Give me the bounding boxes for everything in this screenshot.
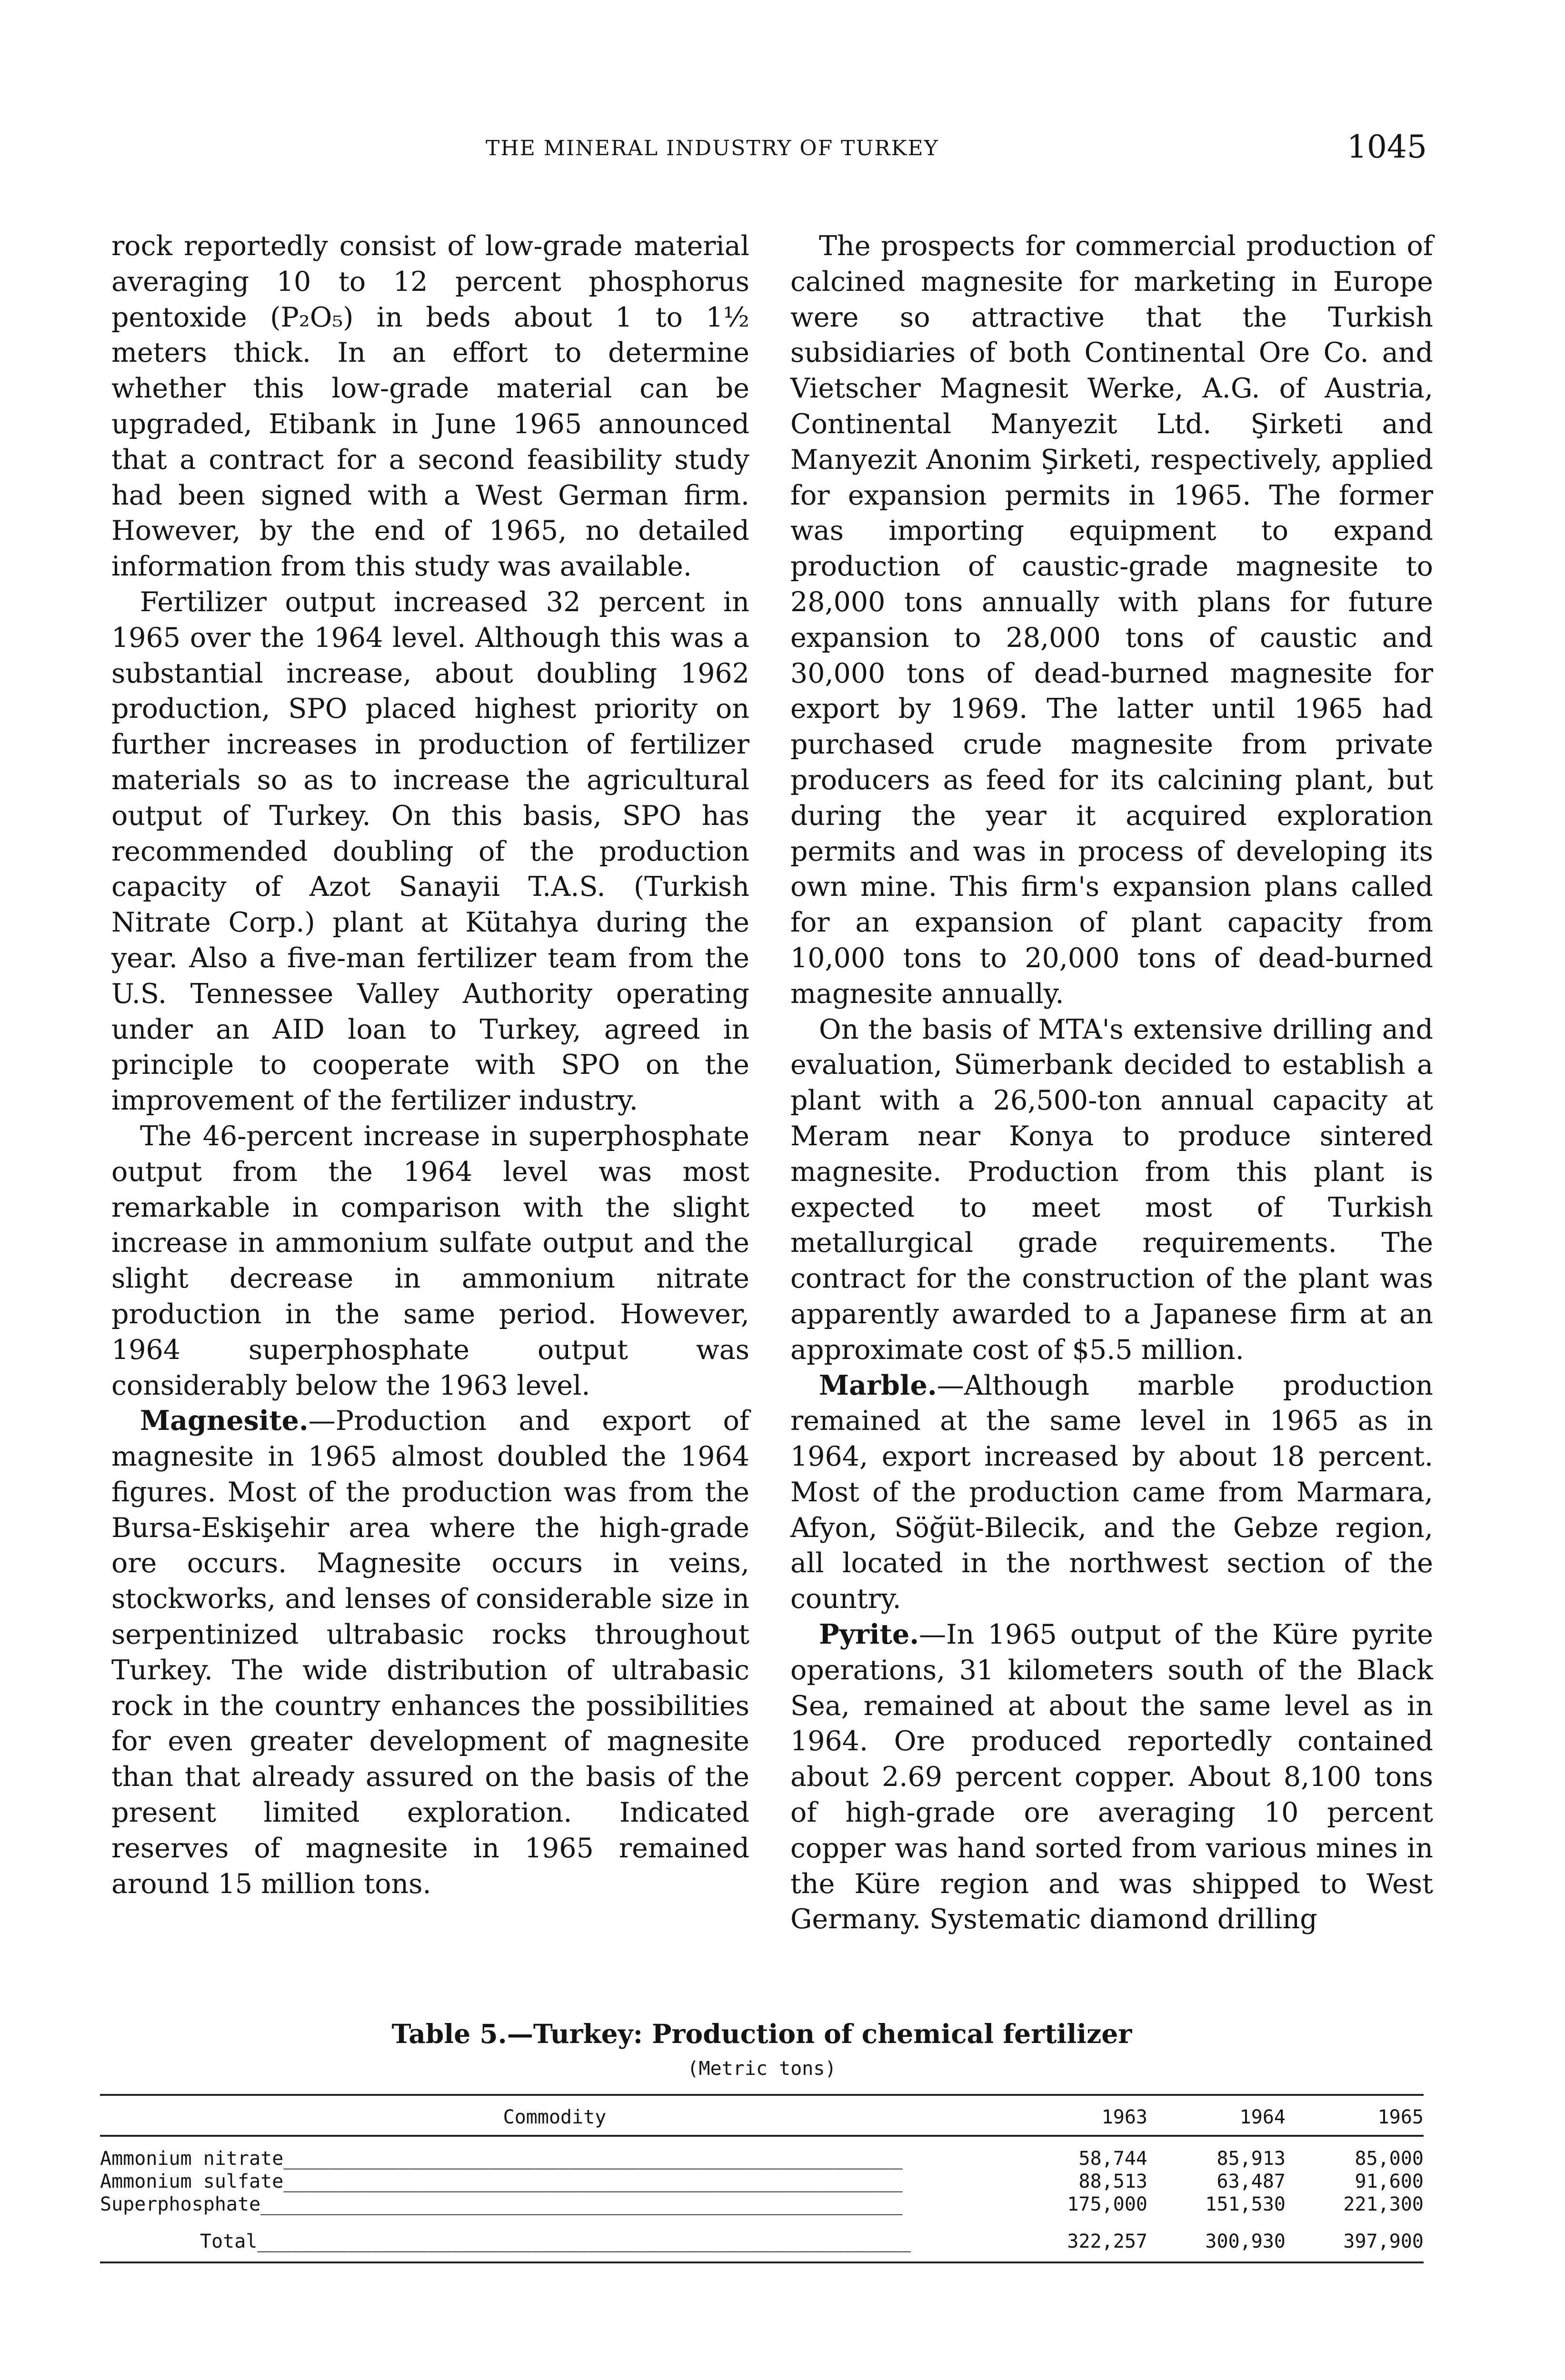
header-1965: 1965 bbox=[1286, 2095, 1424, 2136]
paragraph-pyrite bbox=[790, 1617, 1433, 1937]
header-commodity: Commodity bbox=[100, 2095, 1009, 2136]
cell-1963: 58,744 bbox=[1078, 2148, 1147, 2170]
table-row bbox=[100, 2136, 1424, 2170]
table-header-row bbox=[100, 2095, 1424, 2136]
section-lead: Magnesite. bbox=[140, 1405, 309, 1437]
total-1964: 300,930 bbox=[1147, 2216, 1286, 2262]
paragraph: Fertilizer output increased 32 percent in 1965 over the 1964 level. Although this was a substantial increase, about doubling 1962 production, SPO placed highest priority on further increases in production of fertilizer materials so as to increase the agricultural output of Turkey. On this basis, SPO has recommended doubling of the production capacity of Azot Sanayii T.A.S. (Turkish Nitrate Corp.) plant at Kütahya during the year. Also a five-man fertilizer team from the U.S. Tennessee Valley Authority operating under an AID loan to Turkey, agreed in principle to cooperate with SPO on the improvement of the fertilizer industry. bbox=[111, 586, 749, 1117]
paragraph-magnesite bbox=[111, 1403, 749, 1902]
cell-1964: 151,530 bbox=[1205, 2193, 1286, 2215]
table-title: Table 5.—Turkey: Production of chemical fertilizer bbox=[391, 2018, 1132, 2049]
section-lead: Pyrite. bbox=[819, 1618, 919, 1651]
fertilizer-table bbox=[100, 2094, 1424, 2263]
table-row bbox=[100, 2170, 1424, 2193]
paragraph-text: —Production and export of magnesite in 1965 almost doubled the 1964 figures. Most of the production was from the Bursa-Eskişehir area where the high-grade ore occurs. Magnesite occurs in veins, stockworks, and lenses of considerable size in serpentinized ultrabasic rocks throughout Turkey. The wide distribution of ultrabasic rock in the country enhances the possibilities for even greater development of magnesite than that already assured on the basis of the present limited exploration. Indicated reserves of magnesite in 1965 remained around 15 million tons. bbox=[111, 1405, 749, 1900]
paragraph-text: —Although marble production remained at the same level in 1965 as in 1964, export increased by about 18 percent. Most of the production came from Marmara, Afyon, Söğüt-Bilecik, and the Gebze region, all located in the northwest section of the country. bbox=[790, 1369, 1433, 1615]
cell-1965: 85,000 bbox=[1355, 2148, 1424, 2170]
cell-1964: 63,487 bbox=[1216, 2171, 1286, 2192]
cell-1963: 88,513 bbox=[1078, 2171, 1147, 2192]
header-1963: 1963 bbox=[1009, 2095, 1147, 2136]
table-subtitle: (Metric tons) bbox=[687, 2058, 837, 2080]
total-1965: 397,900 bbox=[1286, 2216, 1424, 2262]
cell-1963: 175,000 bbox=[1067, 2193, 1147, 2215]
cell-1965: 221,300 bbox=[1343, 2193, 1424, 2215]
page-number: 1045 bbox=[1347, 129, 1427, 165]
row-name: Ammonium nitrate______________________________________________________ bbox=[100, 2148, 903, 2170]
paragraph: The prospects for commercial production of calcined magnesite for marketing in Europe were so attractive that the Turkish subsidiaries of both Continental Ore Co. and Vietscher Magnesit Werke, A.G. of Austria, Continental Manyezit Ltd. Şirketi and Manyezit Anonim Şirketi, respectively, applied for expansion permits in 1965. The former was importing equipment to expand production of caustic-grade magnesite to 28,000 tons annually with plans for future expansion to 28,000 tons of caustic and 30,000 tons of dead-burned magnesite for export by 1969. The latter until 1965 had purchased crude magnesite from private producers as feed for its calcining plant, but during the year it acquired exploration permits and was in process of developing its own mine. This firm's expansion plans called for an expansion of plant capacity from 10,000 tons to 20,000 tons of dead-burned magnesite annually. bbox=[790, 230, 1433, 1010]
fertilizer-table-block bbox=[100, 2018, 1424, 2263]
cell-1965: 91,600 bbox=[1355, 2171, 1424, 2192]
table-total-row bbox=[100, 2216, 1424, 2262]
running-title: THE MINERAL INDUSTRY OF TURKEY bbox=[486, 136, 939, 160]
table-row bbox=[100, 2193, 1424, 2216]
cell-1964: 85,913 bbox=[1216, 2148, 1286, 2170]
total-label: Total_________________________________________________________ bbox=[100, 2216, 1009, 2262]
total-1963: 322,257 bbox=[1009, 2216, 1147, 2262]
section-lead: Marble. bbox=[819, 1369, 937, 1401]
left-column bbox=[111, 228, 749, 1902]
header-1964: 1964 bbox=[1147, 2095, 1286, 2136]
paragraph: rock reportedly consist of low-grade material averaging 10 to 12 percent phosphorus pentoxide (P₂O₅) in beds about 1 to 1½ meters thick. In an effort to determine whether this low-grade material can be upgraded, Etibank in June 1965 announced that a contract for a second feasibility study had been signed with a West German firm. However, by the end of 1965, no detailed information from this study was available. bbox=[111, 230, 749, 583]
row-name: Superphosphate________________________________________________________ bbox=[100, 2193, 903, 2215]
paragraph-marble bbox=[790, 1368, 1433, 1617]
right-column bbox=[790, 228, 1433, 1937]
paragraph: On the basis of MTA's extensive drilling and evaluation, Sümerbank decided to establish a plant with a 26,500-ton annual capacity at Meram near Konya to produce sintered magnesite. Production from this plant is expected to meet most of Turkish metallurgical grade requirements. The contract for the construction of the plant was apparently awarded to a Japanese firm at an approximate cost of $5.5 million. bbox=[790, 1013, 1433, 1366]
paragraph: The 46-percent increase in superphosphate output from the 1964 level was most remarkable in comparison with the slight increase in ammonium sulfate output and the slight decrease in ammonium nitrate production in the same period. However, 1964 superphosphate output was considerably below the 1963 level. bbox=[111, 1120, 749, 1401]
row-name: Ammonium sulfate______________________________________________________ bbox=[100, 2171, 903, 2192]
paragraph-text: —In 1965 output of the Küre pyrite operations, 31 kilometers south of the Black Sea, remained at about the same level as in 1964. Ore produced reportedly contained about 2.69 percent copper. About 8,100 tons of high-grade ore averaging 10 percent copper was hand sorted from various mines in the Küre region and was shipped to West Germany. Systematic diamond drilling bbox=[790, 1619, 1433, 1935]
